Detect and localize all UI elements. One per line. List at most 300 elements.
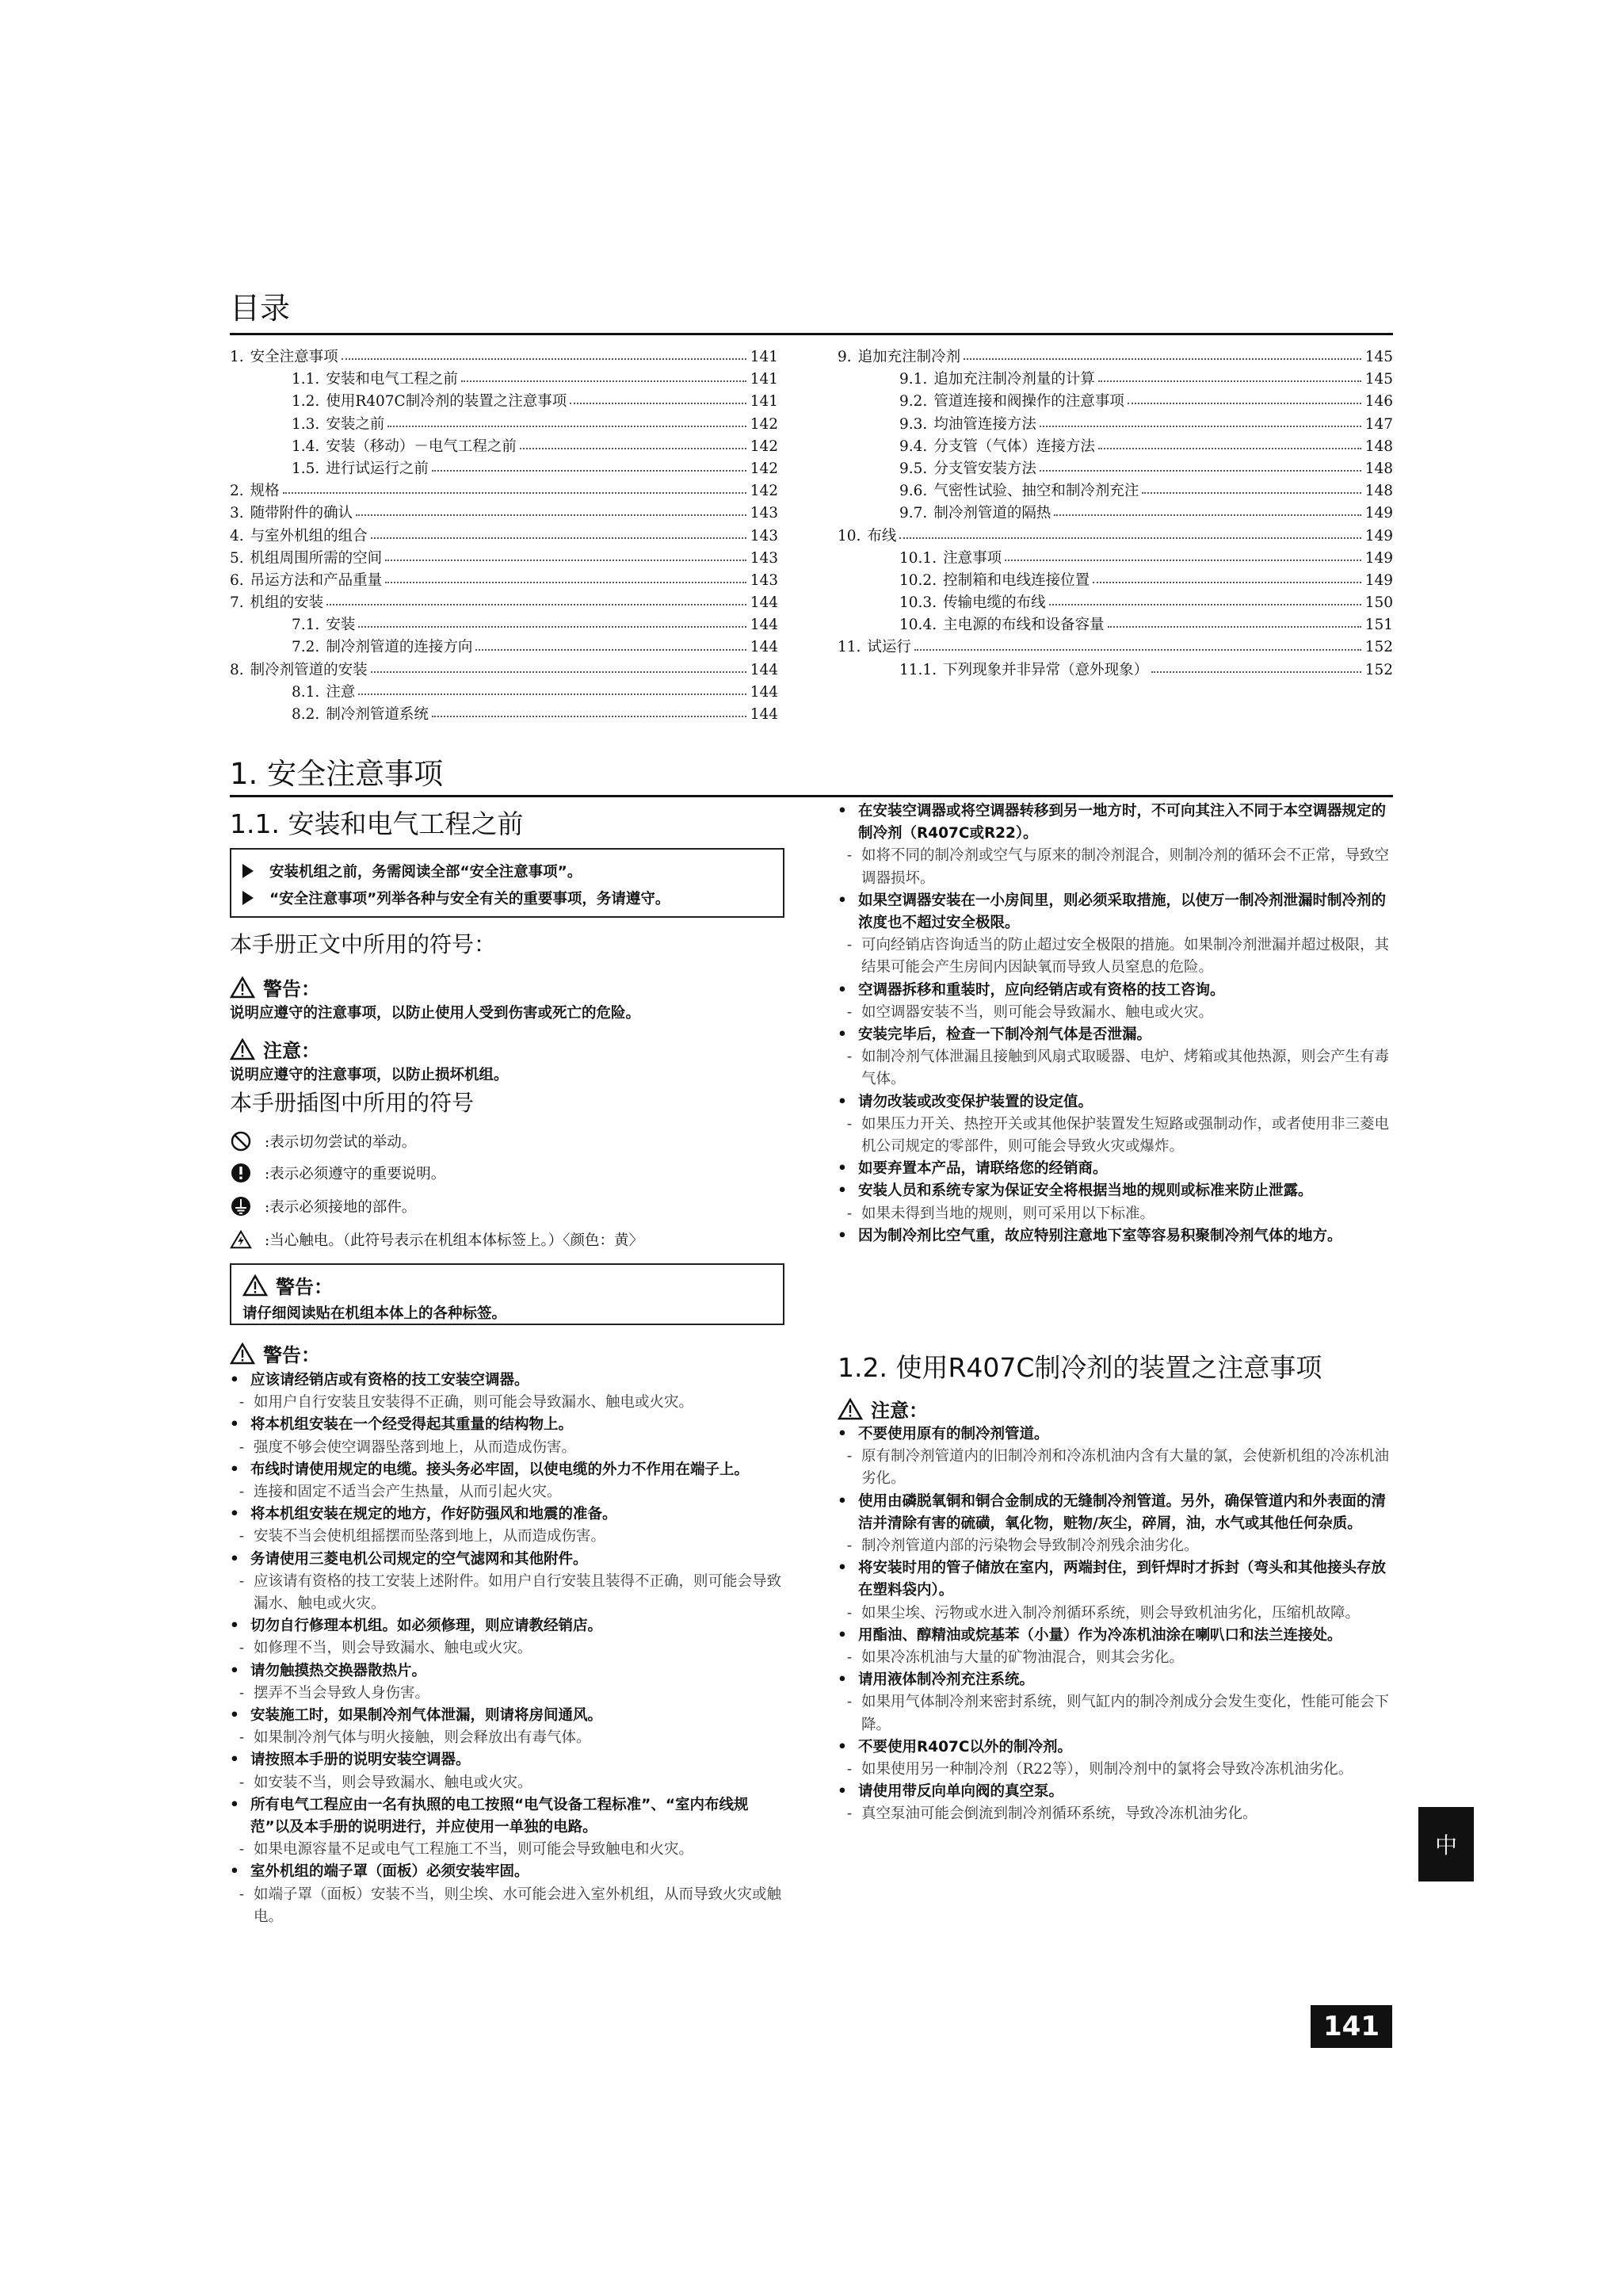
toc-leader — [1040, 426, 1361, 427]
symbol-row-electric — [230, 1228, 643, 1251]
list-item — [838, 1736, 1392, 1759]
notice-item — [242, 884, 772, 911]
toc-entry[interactable] — [838, 413, 1393, 435]
list-subitem — [230, 1884, 784, 1928]
list-item-text: 所有电气工程应由一名有执照的电工按照“电气设备工程标准”、“室内布线规范”以及本手册的说明进行，并应使用一单独的电路。 — [250, 1796, 749, 1836]
list-item — [230, 1749, 784, 1771]
toc-entry[interactable] — [230, 390, 778, 412]
bullet-dot-icon: • — [230, 1372, 239, 1389]
toc-entry[interactable] — [230, 479, 778, 502]
bullet-dot-icon: • — [230, 1506, 239, 1523]
toc-entry-number: 10.1. — [899, 549, 937, 567]
bullet-dot-icon: • — [838, 1026, 847, 1044]
toc-entry-label: 均油管连接方法 — [933, 415, 1036, 433]
toc-leader — [1093, 582, 1361, 583]
toc-entry[interactable] — [838, 457, 1393, 479]
bullet-dot-icon: • — [838, 803, 847, 819]
toc-entry[interactable] — [230, 681, 778, 703]
symbol-desc: :表示必须遵守的重要说明。 — [265, 1166, 446, 1182]
symbol-desc: :表示必须接地的部件。 — [265, 1199, 417, 1216]
list-item-text: 在安装空调器或将空调器转移到另一地方时，不可向其注入不同于本空调器规定的制冷剂（R407C或R22）。 — [858, 803, 1387, 842]
caution-label: 注意： — [263, 1040, 320, 1062]
dash-icon: - — [846, 1538, 853, 1555]
list-item-text: 请按照本手册的说明安装空调器。 — [250, 1752, 471, 1769]
toc-leader — [387, 426, 746, 427]
toc-left-column — [230, 346, 778, 725]
toc-leader — [914, 649, 1361, 651]
list-item — [230, 1660, 784, 1683]
list-subitem — [230, 1637, 784, 1660]
toc-entry[interactable] — [230, 413, 778, 435]
bullet-dot-icon: • — [230, 1863, 239, 1881]
list-subitem-text: 安装不当会使机组摇摆而坠落到地上，从而造成伤害。 — [254, 1528, 606, 1545]
list-subitem — [838, 1046, 1392, 1091]
toc-leader — [1049, 604, 1361, 606]
bullet-dot-icon: • — [230, 1707, 239, 1725]
toc-entry-label: 与室外机组的组合 — [250, 527, 368, 544]
toc-entry-page: 146 — [1364, 393, 1393, 411]
toc-entry-page: 144 — [750, 683, 778, 701]
toc-entry-number: 9.4. — [899, 437, 928, 455]
list-subitem — [230, 1392, 784, 1414]
list-subitem-text: 真空泵油可能会倒流到制冷剂循环系统，导致冷冻机油劣化。 — [861, 1805, 1258, 1823]
bullet-dot-icon: • — [838, 1160, 847, 1178]
bullet-dot-icon: • — [230, 1796, 239, 1813]
list-item — [230, 1794, 784, 1839]
toc-entry-number: 1.1. — [292, 371, 320, 388]
toc-leader — [385, 582, 746, 583]
warning-list-heading — [230, 1339, 320, 1367]
toc-entry[interactable] — [230, 368, 778, 390]
toc-entry-label: 追加充注制冷剂 — [857, 349, 961, 365]
bullet-dot-icon: • — [838, 1560, 847, 1577]
dash-icon: - — [239, 1684, 245, 1702]
list-subitem — [230, 1683, 784, 1705]
toc-entry[interactable] — [838, 502, 1393, 524]
section-title: 1. 安全注意事项 — [230, 757, 444, 791]
dash-icon: - — [239, 1528, 245, 1545]
toc-entry-page: 148 — [1364, 483, 1393, 500]
toc-entry-label: 制冷剂管道的安装 — [250, 661, 368, 678]
list-item — [838, 800, 1392, 845]
toc-entry[interactable] — [838, 346, 1393, 368]
toc-entry[interactable] — [838, 479, 1393, 502]
toc-entry-label: 安装（移动）－电气工程之前 — [326, 437, 517, 455]
list-subitem-text: 强度不够会使空调器坠落到地上，从而造成伤害。 — [254, 1438, 577, 1456]
list-item-text: 请使用带反向单向阀的真空泵。 — [858, 1783, 1064, 1801]
list-item — [838, 1557, 1392, 1602]
electric-shock-icon — [230, 1228, 252, 1251]
dash-icon: - — [239, 1572, 245, 1590]
notice-box — [230, 848, 784, 918]
notice-text: “安全注意事项”列举各种与安全有关的重要事项，务请遵守。 — [269, 891, 670, 907]
bullet-dot-icon: • — [838, 1626, 847, 1644]
toc-leader — [964, 358, 1361, 360]
bullet-dot-icon: • — [838, 1671, 847, 1689]
toc-entry-page: 141 — [750, 371, 778, 388]
toc-leader — [432, 470, 746, 472]
toc-entry[interactable] — [230, 591, 778, 613]
toc-entry[interactable] — [838, 613, 1393, 636]
toc-entry-label: 注意事项 — [943, 549, 1002, 567]
warning-list-left — [230, 1370, 784, 1928]
toc-leader — [358, 626, 746, 628]
toc-right-column — [838, 346, 1393, 681]
toc-entry[interactable] — [838, 547, 1393, 569]
toc-entry-page: 148 — [1364, 437, 1393, 455]
toc-leader — [283, 492, 746, 494]
toc-entry[interactable] — [230, 547, 778, 569]
bullet-arrow-icon — [242, 891, 254, 905]
toc-entry-number: 7.2. — [292, 639, 320, 656]
list-item — [838, 1024, 1392, 1046]
list-subitem-text: 摆弄不当会导致人身伤害。 — [254, 1684, 430, 1702]
dash-icon: - — [846, 1003, 853, 1021]
symbol-row-ground — [230, 1195, 416, 1217]
list-subitem — [230, 1839, 784, 1861]
dash-icon: - — [846, 937, 853, 954]
list-item-text: 安装人员和系统专家为保证安全将根据当地的规则或标准来防止泄露。 — [858, 1182, 1313, 1200]
toc-entry-number: 3. — [230, 505, 244, 522]
toc-entry-page: 152 — [1364, 661, 1393, 678]
list-subitem — [230, 1772, 784, 1794]
warning-triangle-icon — [242, 1274, 268, 1297]
toc-entry-page: 149 — [1364, 527, 1393, 544]
list-subitem-text: 如制冷剂气体泄漏且接触到风扇式取暖器、电炉、烤箱或其他热源，则会产生有毒气体。 — [861, 1049, 1390, 1088]
list-item — [838, 1491, 1392, 1535]
bullet-dot-icon: • — [230, 1752, 239, 1769]
toc-leader — [570, 403, 746, 404]
toc-entry-label: 主电源的布线和设备容量 — [943, 617, 1105, 634]
list-item — [838, 1423, 1392, 1446]
warning-triangle-icon — [230, 976, 255, 999]
toc-entry-page: 144 — [750, 594, 778, 612]
dash-icon: - — [846, 1761, 853, 1778]
toc-entry[interactable] — [230, 457, 778, 479]
toc-entry-page: 143 — [750, 527, 778, 544]
toc-entry-number: 5. — [230, 549, 244, 567]
list-item — [230, 1861, 784, 1883]
bullet-dot-icon: • — [838, 1227, 847, 1244]
toc-leader — [461, 380, 746, 382]
section-rule — [230, 795, 1393, 797]
toc-entry-page: 149 — [1364, 571, 1393, 589]
toc-entry[interactable] — [230, 659, 778, 681]
toc-entry-number: 8.2. — [292, 706, 320, 723]
toc-leader — [326, 604, 746, 606]
list-subitem — [838, 1114, 1392, 1158]
caution-heading — [230, 1035, 320, 1063]
toc-entry-label: 管道连接和阀操作的注意事项 — [933, 393, 1124, 411]
toc-entry-page: 152 — [1364, 639, 1393, 656]
toc-entry[interactable] — [230, 613, 778, 636]
list-item — [838, 1781, 1392, 1803]
toc-entry-label: 机组的安装 — [250, 594, 324, 612]
dash-icon: - — [846, 847, 853, 865]
list-item-text: 用酯油、醇精油或烷基苯（小量）作为冷冻机油涂在喇叭口和法兰连接处。 — [858, 1626, 1342, 1644]
box-warning-heading — [242, 1271, 772, 1299]
toc-entry-label: 下列现象并非异常（意外现象） — [943, 661, 1149, 678]
toc-entry-label: 制冷剂管道系统 — [326, 706, 429, 723]
toc-entry-page: 145 — [1364, 371, 1393, 388]
toc-entry-page: 143 — [750, 505, 778, 522]
toc-entry-page: 142 — [750, 415, 778, 433]
dash-icon: - — [239, 1394, 245, 1412]
toc-entry-number: 6. — [230, 571, 244, 589]
subsection-title-1-1: 1.1. 安装和电气工程之前 — [230, 808, 524, 839]
dash-icon: - — [239, 1885, 245, 1903]
toc-entry-number: 11.1. — [899, 661, 937, 678]
list-subitem-text: 如安装不当，则会导致漏水、触电或火灾。 — [254, 1774, 532, 1791]
toc-entry-page: 144 — [750, 639, 778, 656]
list-item — [838, 1225, 1392, 1247]
toc-entry-number: 9.5. — [899, 460, 928, 477]
list-item-text: 布线时请使用规定的电缆。接头务必牢固，以使电缆的外力不作用在端子上。 — [250, 1461, 750, 1478]
list-subitem-text: 如果压力开关、热控开关或其他保护装置发生短路或强制动作，或者使用非三菱电机公司规定的零部件，则可能会导致火灾或爆炸。 — [861, 1115, 1390, 1156]
dash-icon: - — [846, 1649, 853, 1667]
toc-entry[interactable] — [838, 636, 1393, 658]
toc-entry[interactable] — [230, 346, 778, 368]
toc-entry-number: 1.4. — [292, 437, 320, 455]
list-item-text: 务请使用三菱电机公司规定的空气滤网和其他附件。 — [250, 1550, 588, 1568]
list-subitem — [838, 1203, 1392, 1225]
list-item — [230, 1414, 784, 1436]
toc-entry[interactable] — [230, 502, 778, 524]
label-warning-box — [230, 1263, 784, 1325]
dash-icon: - — [846, 1115, 853, 1133]
list-item-text: 安装完毕后，检查一下制冷剂气体是否泄漏。 — [858, 1026, 1152, 1044]
toc-entry-label: 安装 — [326, 617, 356, 634]
list-item — [838, 1180, 1392, 1202]
toc-entry-label: 布线 — [867, 527, 897, 544]
box-warning-label: 警告： — [276, 1276, 333, 1298]
toc-leader — [432, 716, 746, 717]
prohibited-icon — [230, 1130, 252, 1152]
list-item-text: 如果空调器安装在一小房间里，则必须采取措施，以使万一制冷剂泄漏时制冷剂的浓度也不超过安全极限。 — [858, 892, 1387, 932]
toc-entry-number: 9.2. — [899, 393, 928, 411]
toc-leader — [1040, 470, 1361, 472]
toc-entry[interactable] — [838, 390, 1393, 412]
dash-icon: - — [239, 1729, 245, 1747]
bullet-dot-icon: • — [230, 1618, 239, 1635]
toc-entry-label: 试运行 — [867, 639, 911, 656]
toc-entry[interactable] — [838, 659, 1393, 681]
subsection-title-1-2: 1.2. 使用R407C制冷剂的装置之注意事项 — [838, 1352, 1322, 1383]
list-subitem-text: 如果使用另一种制冷剂（R22等），则制冷剂中的氯将会导致冷冻机油劣化。 — [861, 1761, 1353, 1778]
toc-entry-number: 9. — [838, 349, 852, 365]
toc-leader — [1005, 560, 1361, 561]
caution-list-heading — [838, 1395, 928, 1423]
list-item — [230, 1459, 784, 1481]
toc-entry-label: 注意 — [326, 683, 356, 701]
caution-list-right — [838, 1423, 1392, 1826]
bullet-dot-icon: • — [838, 892, 847, 909]
list-subitem-text: 如端子罩（面板）安装不当，则尘埃、水可能会进入室外机组，从而导致火灾或触电。 — [254, 1885, 782, 1925]
toc-entry-number: 1. — [230, 349, 244, 365]
list-subitem-text: 如空调器安装不当，则可能会导致漏水、触电或火灾。 — [861, 1003, 1214, 1021]
toc-leader — [356, 514, 746, 516]
toc-entry[interactable] — [838, 569, 1393, 591]
toc-entry-number: 8.1. — [292, 683, 320, 701]
bullet-dot-icon: • — [838, 981, 847, 999]
toc-entry-page: 148 — [1364, 460, 1393, 477]
list-item-text: 使用由磷脱氧铜和铜合金制成的无缝制冷剂管道。另外，确保管道内和外表面的清洁并清除有害的硫磺，氧化物，赃物/灰尘，碎屑，油，水气或其他任何杂质。 — [858, 1492, 1387, 1532]
list-subitem-text: 如果未得到当地的规则，则可采用以下标准。 — [861, 1205, 1155, 1222]
toc-entry-label: 吊运方法和产品重量 — [250, 571, 383, 589]
list-item — [838, 1091, 1392, 1114]
list-item-text: 室外机组的端子罩（面板）必须安装牢固。 — [250, 1863, 529, 1881]
toc-leader — [1151, 671, 1361, 673]
toc-entry-label: 控制箱和电线连接位置 — [943, 571, 1090, 589]
list-subitem — [838, 1691, 1392, 1736]
dash-icon: - — [239, 1484, 245, 1501]
list-subitem-text: 如果冷冻机油与大量的矿物油混合，则其会劣化。 — [861, 1649, 1185, 1667]
toc-entry-page: 142 — [750, 460, 778, 477]
toc-entry-page: 147 — [1364, 415, 1393, 433]
toc-entry-page: 151 — [1364, 617, 1393, 634]
toc-entry-label: 使用R407C制冷剂的装置之注意事项 — [326, 393, 567, 411]
list-item-text: 切勿自行修理本机组。如必须修理，则应请教经销店。 — [250, 1618, 603, 1635]
toc-entry-label: 传输电缆的布线 — [943, 594, 1046, 612]
toc-entry-label: 分支管安装方法 — [933, 460, 1036, 477]
toc-entry-number: 11. — [838, 639, 861, 656]
list-subitem — [838, 934, 1392, 979]
toc-entry-number: 2. — [230, 483, 244, 500]
toc-entry-number: 8. — [230, 661, 244, 678]
toc-entry-page: 142 — [750, 483, 778, 500]
toc-entry[interactable] — [230, 435, 778, 457]
dash-icon: - — [846, 1205, 853, 1222]
list-subitem-text: 应该请有资格的技工安装上述附件。如用户自行安装且装得不正确，则可能会导致漏水、触电或火灾。 — [254, 1572, 782, 1613]
toc-entry-page: 145 — [1364, 349, 1393, 365]
toc-leader — [358, 693, 746, 695]
toc-entry-number: 9.3. — [899, 415, 928, 433]
bullet-dot-icon: • — [838, 1492, 847, 1510]
warning-description: 说明应遵守的注意事项，以防止使用人受到伤害或死亡的危险。 — [230, 1005, 641, 1022]
list-subitem — [838, 1647, 1392, 1669]
toc-leader — [1108, 626, 1361, 628]
list-item-text: 如要弃置本产品，请联络您的经销商。 — [858, 1160, 1108, 1178]
list-item-text: 将本机组安装在规定的地方，作好防强风和地震的准备。 — [250, 1506, 617, 1523]
list-item — [838, 980, 1392, 1002]
warning-heading — [230, 973, 320, 1001]
toc-entry-number: 10.4. — [899, 617, 937, 634]
list-subitem — [838, 1535, 1392, 1557]
toc-entry[interactable] — [230, 636, 778, 658]
toc-entry-page: 143 — [750, 571, 778, 589]
bullet-dot-icon: • — [230, 1461, 239, 1478]
dash-icon: - — [846, 1694, 853, 1711]
list-item — [838, 1625, 1392, 1647]
toc-entry-number: 10.2. — [899, 571, 937, 589]
toc-entry[interactable] — [838, 368, 1393, 390]
toc-entry-number: 1.3. — [292, 415, 320, 433]
toc-leader — [1054, 514, 1361, 516]
box-warning-desc: 请仔细阅读贴在机组本体上的各种标签。 — [242, 1305, 507, 1322]
list-item-text: 不要使用原有的制冷剂管道。 — [858, 1426, 1049, 1442]
toc-entry[interactable] — [838, 435, 1393, 457]
toc-entry-label: 进行试运行之前 — [326, 460, 429, 477]
toc-title: 目录 — [230, 291, 291, 326]
toc-leader — [342, 358, 746, 360]
toc-entry-page: 144 — [750, 661, 778, 678]
toc-leader — [475, 649, 746, 651]
symbol-desc: :当心触电。（此符号表示在机组本体标签上。）〈颜色：黄〉 — [265, 1232, 643, 1249]
toc-entry-page: 143 — [750, 549, 778, 567]
toc-entry-label: 规格 — [250, 483, 280, 500]
toc-entry[interactable] — [838, 525, 1393, 547]
toc-entry-page: 149 — [1364, 505, 1393, 522]
toc-entry-page: 144 — [750, 617, 778, 634]
list-subitem-text: 如果用气体制冷剂来密封系统，则气缸内的制冷剂成分会发生变化，性能可能会下降。 — [861, 1694, 1390, 1733]
toc-entry-label: 机组周围所需的空间 — [250, 549, 383, 567]
toc-entry-number: 10. — [838, 527, 861, 544]
list-subitem — [838, 1002, 1392, 1024]
bullet-arrow-icon — [242, 864, 254, 878]
toc-rule — [230, 333, 1393, 335]
toc-entry-number: 9.6. — [899, 483, 928, 500]
toc-leader — [371, 671, 746, 673]
toc-leader — [385, 560, 746, 561]
toc-entry-label: 制冷剂管道的隔热 — [933, 505, 1051, 522]
list-item-text: 请用液体制冷剂充注系统。 — [858, 1671, 1035, 1689]
list-subitem — [230, 1526, 784, 1548]
toc-leader — [1128, 403, 1361, 404]
list-subitem — [230, 1727, 784, 1749]
bullet-dot-icon: • — [230, 1416, 239, 1434]
toc-entry-label: 制冷剂管道的连接方向 — [326, 639, 473, 656]
toc-entry[interactable] — [230, 703, 778, 725]
toc-entry-page: 141 — [750, 393, 778, 411]
list-item — [230, 1370, 784, 1392]
toc-entry-label: 安装之前 — [326, 415, 385, 433]
bullet-dot-icon: • — [230, 1662, 239, 1679]
ground-icon — [230, 1195, 252, 1217]
list-item-text: 请勿改装或改变保护装置的设定值。 — [858, 1093, 1093, 1110]
toc-entry[interactable] — [838, 591, 1393, 613]
toc-entry[interactable] — [230, 569, 778, 591]
notice-text: 安装机组之前，务需阅读全部“安全注意事项”。 — [269, 864, 582, 881]
toc-entry-label: 随带附件的确认 — [250, 505, 353, 522]
list-subitem-text: 如用户自行安装且安装得不正确，则可能会导致漏水、触电或火灾。 — [254, 1394, 694, 1412]
toc-entry-page: 149 — [1364, 549, 1393, 567]
dash-icon: - — [846, 1805, 853, 1823]
toc-entry-number: 9.7. — [899, 505, 928, 522]
toc-entry-number: 1.2. — [292, 393, 320, 411]
list-item-text: 将本机组安装在一个经受得起其重量的结构物上。 — [250, 1416, 574, 1434]
list-subitem-text: 如果制冷剂气体与明火接触，则会释放出有毒气体。 — [254, 1729, 591, 1747]
list-item-text: 请勿触摸热交换器散热片。 — [250, 1662, 427, 1679]
toc-entry[interactable] — [230, 525, 778, 547]
toc-entry-number: 10.3. — [899, 594, 937, 612]
toc-entry-number: 7.1. — [292, 617, 320, 634]
toc-entry-label: 追加充注制冷剂量的计算 — [933, 371, 1095, 388]
toc-leader — [520, 448, 746, 449]
bullet-dot-icon: • — [838, 1182, 847, 1200]
list-item-text: 不要使用R407C以外的制冷剂。 — [858, 1738, 1072, 1755]
toc-entry-label: 安装和电气工程之前 — [326, 371, 458, 388]
list-subitem — [838, 1446, 1392, 1490]
dash-icon: - — [846, 1049, 853, 1066]
list-item-text: 空调器拆移和重装时，应向经销店或有资格的技工咨询。 — [858, 981, 1225, 999]
list-subitem-text: 原有制冷剂管道内的旧制冷剂和冷冻机油内含有大量的氯，会使新机组的冷冻机油劣化。 — [861, 1448, 1390, 1488]
list-item — [838, 1669, 1392, 1691]
bullet-dot-icon: • — [838, 1093, 847, 1110]
toc-entry-label: 安全注意事项 — [250, 349, 338, 365]
toc-leader — [1142, 492, 1361, 494]
list-subitem — [838, 1803, 1392, 1825]
list-subitem-text: 制冷剂管道内部的污染物会导致制冷剂残余油劣化。 — [861, 1538, 1199, 1555]
